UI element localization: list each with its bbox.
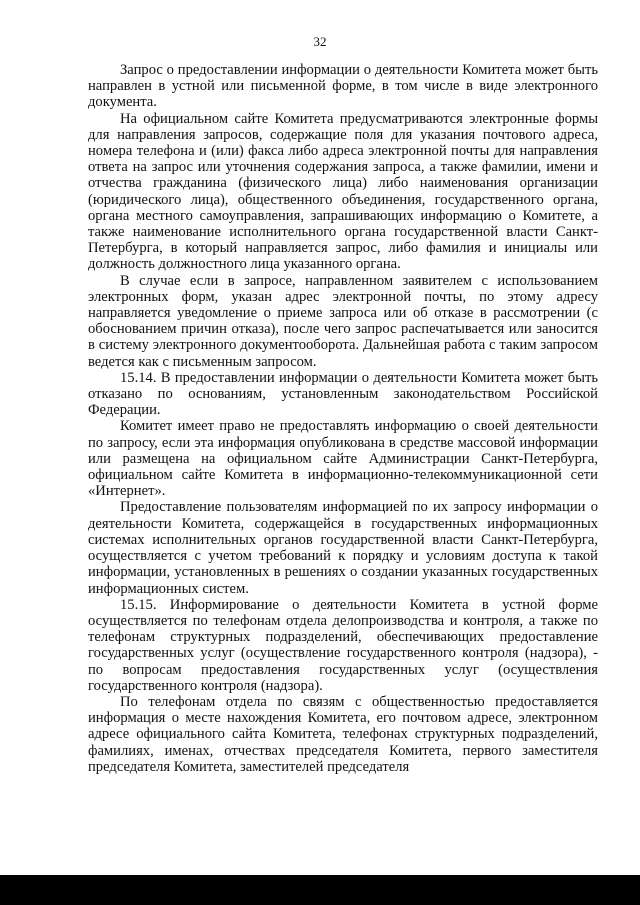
paragraph-right-to-refuse: Комитет имеет право не предоставлять информацию о своей деятельности по запросу, если эта информация опубликована в средстве массовой информации или размещена на официальном сайте Администрации Санкт-Петербурга, официальном сайте Комитета в информационно-телекоммуникационной сети «Интернет». (88, 418, 598, 500)
paragraph-15-14: 15.14. В предоставлении информации о деятельности Комитета может быть отказано по основаниям, установленным законодательством Российской Федерации. (88, 369, 598, 419)
page-number: 32 (313, 34, 327, 49)
paragraph-email-notification: В случае если в запросе, направленном заявителем с использованием электронных форм, указан адрес электронной почты, по этому адресу направляется уведомление о приеме запроса или об отказе в рассмотрении (с обоснованием причин отказа), после чего запрос распечатывается или заносится в систему электронного документооборота. Дальнейшая работа с таким запросом ведется как с письменным запросом. (88, 272, 598, 370)
document-body (88, 62, 598, 775)
paragraph-public-relations-phones: По телефонам отдела по связям с общественностью предоставляется информация о месте нахождения Комитета, его почтовом адресе, электронном адресе официального сайта Комитета, телефонах структурных подразделений, фамилиях, именах, отчествах председателя Комитета, первого заместителя председателя Комитета, заместителей председателя (88, 693, 598, 775)
paragraph-information-systems: Предоставление пользователям информацией по их запросу информации о деятельности Комитета, содержащейся в государственных информационных системах исполнительных органов государственной власти Санкт-Петербурга, осуществляется с учетом требований к порядку и условиям доступа к такой информации, установленных в решениях о создании указанных государственных информационных систем. (88, 499, 598, 597)
paragraph-15-15: 15.15. Информирование о деятельности Комитета в устной форме осуществляется по телефонам отдела делопроизводства и контроля, а также по телефонам структурных подразделений, обеспечивающих предоставление государственных услуг (осуществление государственного контроля (надзора), - по вопросам предоставления государственных услуг (осуществления государственного контроля (надзора). (88, 596, 598, 694)
paragraph-electronic-forms: На официальном сайте Комитета предусматриваются электронные формы для направления запросов, содержащие поля для указания почтового адреса, номера телефона и (или) факса либо адреса электронной почты для направления ответа на запрос или уточнения содержания запроса, а также фамилии, имени и отчества гражданина (физического лица) либо наименования организации (юридического лица), общественного объединения, государственного органа, органа местного самоуправления, запрашивающих информацию о Комитете, а также наименование исполнительного органа государственной власти Санкт-Петербурга, в который направляется запрос, либо фамилия и инициалы или должность должностного лица указанного органа. (88, 110, 598, 273)
paragraph-request-form: Запрос о предоставлении информации о деятельности Комитета может быть направлен в устной или письменной форме, в том числе в виде электронного документа. (88, 62, 598, 111)
scan-footer-bar (0, 875, 640, 905)
